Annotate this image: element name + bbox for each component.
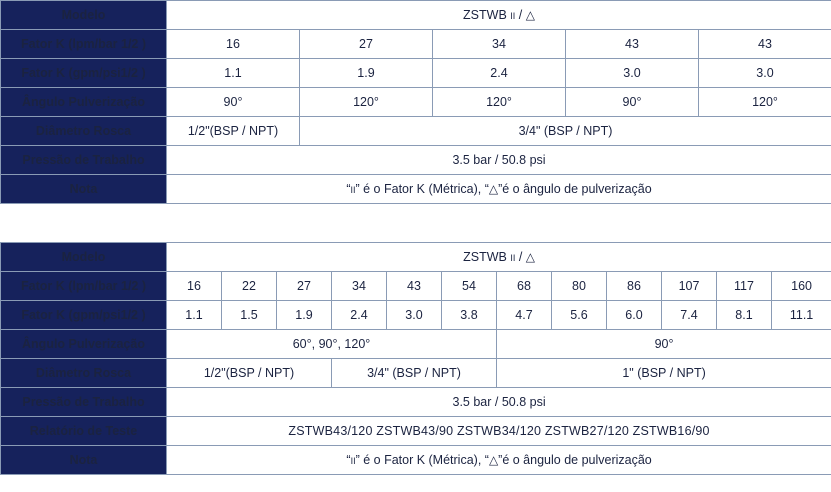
table-cell: 120° bbox=[433, 88, 566, 117]
table-row bbox=[1, 1, 831, 30]
model-separator: / bbox=[515, 8, 526, 22]
table-cell: 80 bbox=[552, 272, 607, 301]
table-row bbox=[1, 243, 831, 272]
table-cell: 54 bbox=[442, 272, 497, 301]
table-cell: 3.5 bar / 50.8 psi bbox=[167, 388, 831, 417]
row-label: Fator K (lpm/bar 1/2 ) bbox=[1, 30, 167, 59]
table-cell: 1.1 bbox=[167, 301, 222, 330]
table-cell: 1.1 bbox=[167, 59, 300, 88]
table-cell: 3.0 bbox=[566, 59, 699, 88]
table-cell: 43 bbox=[566, 30, 699, 59]
table-cell: 27 bbox=[300, 30, 433, 59]
row-label: Nota bbox=[1, 175, 167, 204]
table-row bbox=[1, 446, 831, 475]
table-cell: 3/4" (BSP / NPT) bbox=[332, 359, 497, 388]
table-row bbox=[1, 388, 831, 417]
table-cell: 68 bbox=[497, 272, 552, 301]
table-cell: 16 bbox=[167, 272, 222, 301]
row-label: Diâmetro Rosca bbox=[1, 359, 167, 388]
table-gap bbox=[0, 204, 831, 242]
triangle-icon: △ bbox=[488, 182, 499, 196]
note-subscript: II bbox=[350, 185, 356, 195]
row-label: Fator K (gpm/psi1/2 ) bbox=[1, 59, 167, 88]
row-label: Ângulo Pulverização bbox=[1, 330, 167, 359]
note-value bbox=[167, 446, 831, 475]
table-cell: 11.1 bbox=[772, 301, 831, 330]
table-cell: 5.6 bbox=[552, 301, 607, 330]
table-cell: 117 bbox=[717, 272, 772, 301]
note-subscript: II bbox=[350, 456, 356, 466]
row-label: Fator K (lpm/bar 1/2 ) bbox=[1, 272, 167, 301]
table-cell: 1.9 bbox=[277, 301, 332, 330]
note-end: ”é o ângulo de pulverização bbox=[498, 453, 652, 467]
note-middle: ” é o Fator K (Métrica), “ bbox=[355, 453, 489, 467]
table-cell: 90° bbox=[167, 88, 300, 117]
note-middle: ” é o Fator K (Métrica), “ bbox=[355, 182, 489, 196]
spec-table-2 bbox=[0, 242, 831, 475]
table-cell: 90° bbox=[566, 88, 699, 117]
note-quote-open: “ bbox=[346, 453, 351, 467]
model-prefix: ZSTWB bbox=[463, 250, 511, 264]
model-subscript: II bbox=[510, 11, 516, 21]
table-cell: 8.1 bbox=[717, 301, 772, 330]
note-quote-open: “ bbox=[346, 182, 351, 196]
model-value bbox=[167, 243, 831, 272]
note-end: ”é o ângulo de pulverização bbox=[498, 182, 652, 196]
table-cell: 43 bbox=[699, 30, 831, 59]
table-row bbox=[1, 59, 831, 88]
table-cell: 1.5 bbox=[222, 301, 277, 330]
row-label: Pressão de Trabalho bbox=[1, 146, 167, 175]
table-cell: 1.9 bbox=[300, 59, 433, 88]
table-row bbox=[1, 117, 831, 146]
table-cell: 1/2"(BSP / NPT) bbox=[167, 359, 332, 388]
table-row bbox=[1, 272, 831, 301]
row-label: Fator K (gpm/psi1/2 ) bbox=[1, 301, 167, 330]
table-cell: 120° bbox=[300, 88, 433, 117]
row-label: Pressão de Trabalho bbox=[1, 388, 167, 417]
note-value bbox=[167, 175, 831, 204]
table-row bbox=[1, 330, 831, 359]
model-subscript: II bbox=[510, 253, 516, 263]
table-cell: 3.0 bbox=[387, 301, 442, 330]
row-label: Relatório de Teste bbox=[1, 417, 167, 446]
table-cell: 120° bbox=[699, 88, 831, 117]
table-cell: 7.4 bbox=[662, 301, 717, 330]
model-separator: / bbox=[515, 250, 526, 264]
row-label: Modelo bbox=[1, 243, 167, 272]
table-cell: 3/4" (BSP / NPT) bbox=[300, 117, 831, 146]
table-cell: 43 bbox=[387, 272, 442, 301]
table-cell: 160 bbox=[772, 272, 831, 301]
table-cell: 6.0 bbox=[607, 301, 662, 330]
table-cell: 4.7 bbox=[497, 301, 552, 330]
row-label: Ângulo Pulverização bbox=[1, 88, 167, 117]
table-row bbox=[1, 417, 831, 446]
spec-table-1 bbox=[0, 0, 831, 204]
table-cell: 27 bbox=[277, 272, 332, 301]
table-cell: ZSTWB43/120 ZSTWB43/90 ZSTWB34/120 ZSTWB27/120 ZSTWB16/90 bbox=[167, 417, 831, 446]
table-cell: 34 bbox=[433, 30, 566, 59]
table-cell: 107 bbox=[662, 272, 717, 301]
row-label: Diâmetro Rosca bbox=[1, 117, 167, 146]
table-row bbox=[1, 146, 831, 175]
table-cell: 2.4 bbox=[332, 301, 387, 330]
table-row bbox=[1, 359, 831, 388]
model-prefix: ZSTWB bbox=[463, 8, 511, 22]
table-cell: 3.8 bbox=[442, 301, 497, 330]
table-cell: 90° bbox=[497, 330, 831, 359]
table-cell: 1/2"(BSP / NPT) bbox=[167, 117, 300, 146]
triangle-icon: △ bbox=[525, 8, 535, 22]
table-cell: 3.5 bar / 50.8 psi bbox=[167, 146, 831, 175]
row-label: Modelo bbox=[1, 1, 167, 30]
table-row bbox=[1, 301, 831, 330]
triangle-icon: △ bbox=[525, 250, 536, 264]
table-cell: 22 bbox=[222, 272, 277, 301]
table-cell: 2.4 bbox=[433, 59, 566, 88]
model-value bbox=[167, 1, 831, 30]
table-cell: 34 bbox=[332, 272, 387, 301]
table-row bbox=[1, 88, 831, 117]
table-cell: 16 bbox=[167, 30, 300, 59]
table-cell: 3.0 bbox=[699, 59, 831, 88]
table-cell: 86 bbox=[607, 272, 662, 301]
table-cell: 60°, 90°, 120° bbox=[167, 330, 497, 359]
table-row bbox=[1, 175, 831, 204]
table-cell: 1" (BSP / NPT) bbox=[497, 359, 831, 388]
row-label: Nota bbox=[1, 446, 167, 475]
triangle-icon: △ bbox=[488, 453, 499, 467]
table-row bbox=[1, 30, 831, 59]
